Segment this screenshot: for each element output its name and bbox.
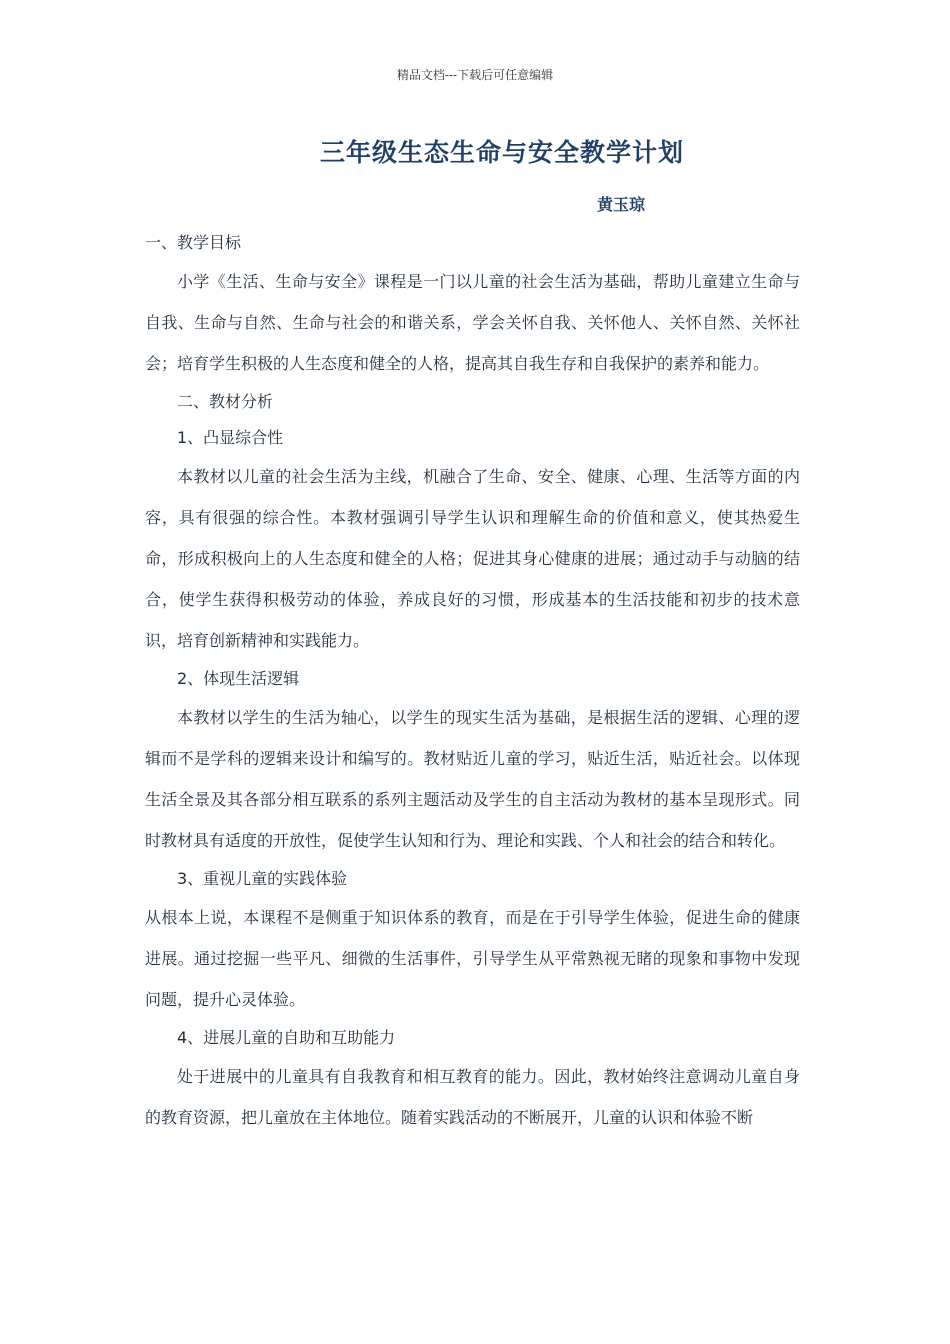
paragraph-self-help: 处于进展中的儿童具有自我教育和相互教育的能力。因此，教材始终注意调动儿童自身的教育资源，把儿童放在主体地位。随着实践活动的不断展开，儿童的认识和体验不断 [145, 1067, 800, 1127]
document-title: 三年级生态生命与安全教学计划 [319, 138, 684, 167]
section-heading-textbook-analysis: 二、教材分析 [177, 392, 274, 411]
subheading-practice-experience: 3、重视儿童的实践体验 [177, 869, 348, 888]
document-body [145, 225, 800, 1138]
author-name: 黄玉琼 [597, 195, 646, 214]
subheading-comprehensive: 1、凸显综合性 [177, 428, 284, 447]
paragraph-practice-experience: 从根本上说，本课程不是侧重于知识体系的教育，而是在于引导学生体验，促进生命的健康进展。通过挖掘一些平凡、细微的生活事件，引导学生从平常熟视无睹的现象和事物中发现问题，提升心灵体验。 [145, 908, 800, 1009]
subheading-self-help: 4、进展儿童的自助和互助能力 [177, 1028, 396, 1047]
subheading-life-logic: 2、体现生活逻辑 [177, 669, 300, 688]
page-header-note: 精品文档---下载后可任意编辑 [396, 68, 554, 82]
paragraph-teaching-goals: 小学《生活、生命与安全》课程是一门以儿童的社会生活为基础，帮助儿童建立生命与自我、生命与自然、生命与社会的和谐关系，学会关怀自我、关怀他人、关怀自然、关怀社会；培育学生积极的人生态度和健全的人格，提高其自我生存和自我保护的素养和能力。 [145, 272, 800, 373]
paragraph-comprehensive: 本教材以儿童的社会生活为主线，机融合了生命、安全、健康、心理、生活等方面的内容，具有很强的综合性。本教材强调引导学生认识和理解生命的价值和意义，使其热爱生命，形成积极向上的人生态度和健全的人格；促进其身心健康的进展；通过动手与动脑的结合，使学生获得积极劳动的体验，养成良好的习惯，形成基本的生活技能和初步的技术意识，培育创新精神和实践能力。 [145, 467, 800, 650]
paragraph-life-logic: 本教材以学生的生活为轴心，以学生的现实生活为基础，是根据生活的逻辑、心理的逻辑而不是学科的逻辑来设计和编写的。教材贴近儿童的学习，贴近生活，贴近社会。以体现生活全景及其各部分相互联系的系列主题活动及学生的自主活动为教材的基本呈现形式。同时教材具有适度的开放性，促使学生认知和行为、理论和实践、个人和社会的结合和转化。 [145, 708, 800, 850]
section-heading-teaching-goals: 一、教学目标 [145, 233, 242, 252]
